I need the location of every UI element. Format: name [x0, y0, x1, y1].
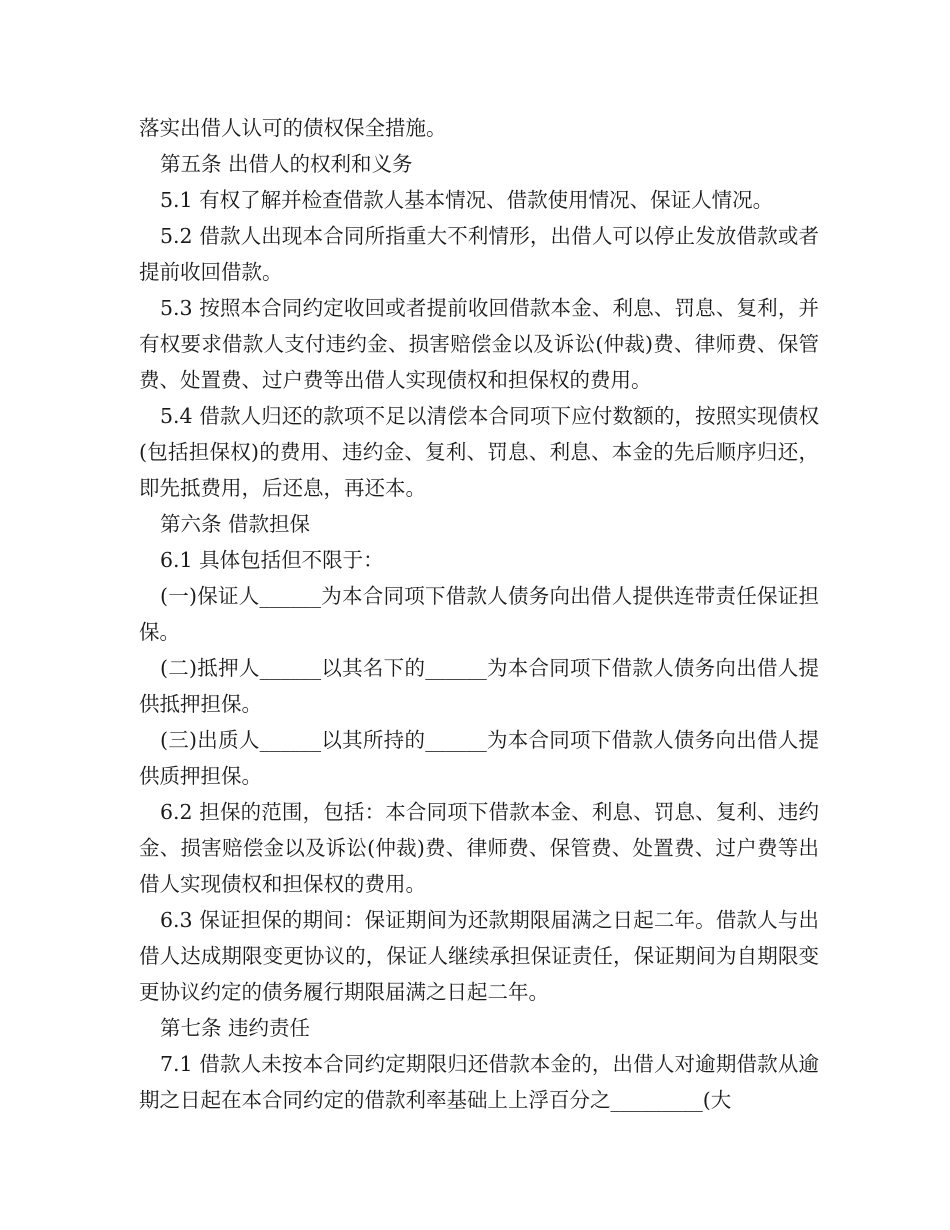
clause-7-1: 7.1 借款人未按本合同约定期限归还借款本金的，出借人对逾期借款从逾期之日起在本合同约定的借款利率基础上上浮百分之_________(大	[139, 1052, 819, 1112]
clause-6-3: 6.3 保证担保的期间：保证期间为还款期限届满之日起二年。借款人与出借人达成期限变更协议的，保证人继续承担保证责任，保证期间为自期限变更协议约定的债务履行期限届满之日起二年。	[139, 908, 819, 1004]
article-5-heading: 第五条 出借人的权利和义务	[160, 152, 413, 176]
clause-5-1: 5.1 有权了解并检查借款人基本情况、借款使用情况、保证人情况。	[160, 188, 774, 212]
clause-6-1-item-1: (一)保证人______为本合同项下借款人债务向出借人提供连带责任保证担保。	[139, 584, 819, 644]
article-7-heading: 第七条 违约责任	[160, 1016, 311, 1040]
clause-6-1: 6.1 具体包括但不限于：	[160, 548, 384, 572]
clause-5-4: 5.4 借款人归还的款项不足以清偿本合同项下应付数额的，按照实现债权(包括担保权)的费用、违约金、复利、罚息、利息、本金的先后顺序归还，即先抵费用，后还息，再还本。	[139, 404, 819, 500]
clause-6-1-item-2: (二)抵押人______以其名下的______为本合同项下借款人债务向出借人提供抵押担保。	[139, 656, 819, 716]
clause-6-2: 6.2 担保的范围，包括：本合同项下借款本金、利息、罚息、复利、违约金、损害赔偿金以及诉讼(仲裁)费、律师费、保管费、处置费、过户费等出借人实现债权和担保权的费用。	[139, 800, 819, 896]
paragraph-continuation: 落实出借人认可的债权保全措施。	[139, 116, 447, 140]
article-6-heading: 第六条 借款担保	[160, 512, 311, 536]
clause-6-1-item-3: (三)出质人______以其所持的______为本合同项下借款人债务向出借人提供质押担保。	[139, 728, 819, 788]
document-body	[139, 110, 819, 1118]
clause-5-2: 5.2 借款人出现本合同所指重大不利情形，出借人可以停止发放借款或者提前收回借款。	[139, 224, 819, 284]
clause-5-3: 5.3 按照本合同约定收回或者提前收回借款本金、利息、罚息、复利，并有权要求借款人支付违约金、损害赔偿金以及诉讼(仲裁)费、律师费、保管费、处置费、过户费等出借人实现债权和担保权的费用。	[139, 296, 819, 392]
